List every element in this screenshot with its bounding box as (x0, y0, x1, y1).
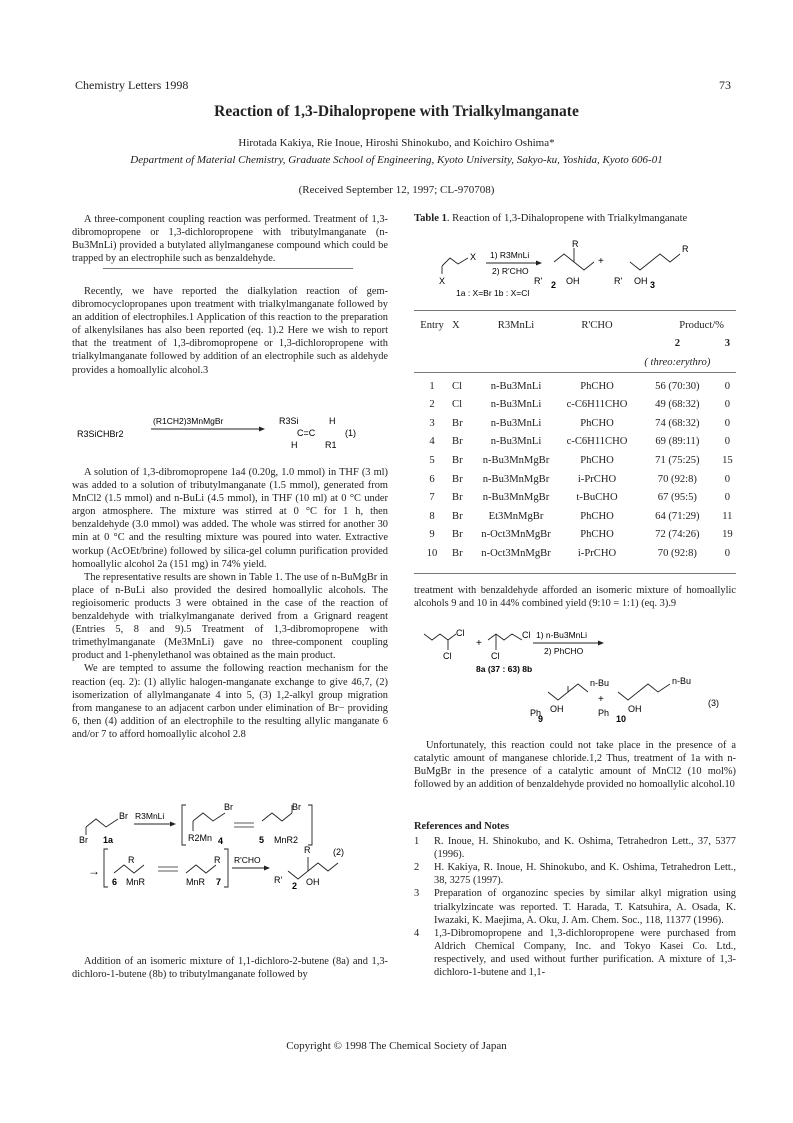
scheme-plus: + (598, 256, 604, 267)
eq3-reagent-1: 1) n-Bu3MnLi (536, 630, 588, 640)
eq2-r3: R (304, 845, 311, 855)
eq3-cl-1: Cl (456, 628, 465, 638)
article-title: Reaction of 1,3-Dihalopropene with Trialkylmanganate (214, 103, 579, 120)
scheme-r: R (572, 239, 579, 249)
references-heading: References and Notes (414, 821, 510, 832)
results-table (414, 316, 736, 563)
eq2-reagent: R3MnLi (135, 811, 165, 821)
eq2-br3: Br (224, 802, 233, 812)
paragraph-text: A solution of 1,3-dibromopropene 1a4 (0.20g, 1.0 mmol) in THF (3 ml) was added to a solution of tributylmanganate (1.5 mmol), generated from MnCl2 (1.5 mmol) and n-BuLi (4.5 mmol), in THF (10 ml) at 0 °C under argon atmosphere. The mixture was stirred at 0 °C for 1 h, then benzaldehyde (3.0 mmol) was added. The whole was stirred for another 30 min at 0 °C and the resulting mixture was poured into water. Extractive workup (AcOEt/brine) followed by silica-gel column purification provided homoallylic alcohol 2a (151 mg) in 74% yield. (72, 467, 388, 570)
header-x: X (452, 319, 460, 331)
left-paragraphs-2-4 (72, 466, 388, 741)
authors: Hirotada Kakiya, Rie Inoue, Hiroshi Shinokubo, and Koichiro Oshima* (238, 137, 555, 149)
aldehyde-cell: PhCHO (580, 510, 614, 522)
eq2-arrow-start: → (88, 864, 100, 878)
table-caption-text: . Reaction of 1,3-Dihalopropene with Trialkylmanganate (446, 213, 688, 224)
product-3-cell: 0 (724, 417, 731, 429)
product-2-cell: 74 (68:32) (655, 417, 700, 429)
paragraph-text: Recently, we have reported the dialkylation reaction of gem-dibromocyclopropanes upon treatment with trialkylmanganate followed by an addition of electrophiles.1 Application of this reaction to the preparation of alkenylsilanes has also been reported (eq. 1).2 Here we wish to report that the treatment of 1,3-dibromopropene or 1,3-dichloropropene with trialkylmanganate followed by addition of an electrophile such as aldehyde provides a homoallylic alcohol.3 (72, 286, 388, 376)
reference-item (414, 835, 736, 861)
scheme-label: 1a : X=Br 1b : X=Cl (456, 288, 530, 298)
eq3-nbu-2: n-Bu (672, 676, 692, 686)
eq1-h-bottom: H (291, 440, 298, 450)
table-scheme (420, 236, 740, 298)
product-3-cell: 0 (724, 380, 731, 392)
product-3-cell: 0 (724, 473, 731, 485)
header-r3mnli: R3MnLi (497, 319, 535, 331)
eq2-label-5: 5 (259, 835, 265, 845)
eq3-label-10: 10 (616, 714, 627, 724)
product-3-cell: 0 (724, 492, 731, 504)
eq3-ph-1: Ph (530, 708, 542, 718)
eq1-arrowhead (259, 427, 265, 432)
table-row (414, 488, 736, 507)
scheme-rprime: R' (534, 276, 543, 286)
scheme-x: X (470, 252, 477, 262)
x-cell: Br (452, 547, 463, 559)
aldehyde-cell: c-C6H11CHO (566, 436, 628, 448)
x-cell: Br (452, 436, 463, 448)
table-caption (414, 213, 734, 224)
eq2-rcho: R'CHO (234, 855, 261, 865)
reagent-cell: n-Bu3MnMgBr (482, 454, 550, 466)
reagent-cell: n-Bu3MnMgBr (482, 492, 550, 504)
affiliation: Department of Material Chemistry, Graduate School of Engineering, Kyoto University, Sakyo-ku, Yoshida, Kyoto 606-01 (130, 154, 663, 166)
eq1-reagent: (R1CH2)3MnMgBr (153, 416, 224, 426)
product-2-cell: 67 (95:5) (657, 492, 697, 504)
x-cell: Br (452, 473, 463, 485)
table-row (414, 526, 736, 545)
entry-cell: 1 (429, 380, 435, 392)
aldehyde-cell: PhCHO (580, 380, 614, 392)
product-3-cell: 0 (724, 399, 731, 411)
eq3-label-9: 9 (538, 714, 544, 724)
eq3-cl-4: Cl (522, 630, 531, 640)
entry-cell: 2 (429, 399, 435, 411)
table-bottom-rule (414, 573, 736, 574)
product-3-cell: 19 (722, 529, 733, 541)
eq1-alkene: C=C (297, 428, 316, 438)
scheme-oh2: OH (634, 276, 648, 286)
abstract (72, 213, 388, 265)
product-3-cell: 0 (724, 547, 731, 559)
entry-cell: 6 (429, 473, 435, 485)
product-2-cell: 71 (75:25) (655, 454, 700, 466)
product-2-cell: 70 (92:8) (657, 547, 697, 559)
paragraph-text: Addition of an isomeric mixture of 1,1-dichloro-2-butene (8a) and 1,3-dichloro-1-butene (8b) to tributylmanganate followed by (72, 956, 388, 981)
scheme-2: 2 (551, 280, 557, 290)
eq3-plus-2: + (598, 694, 604, 705)
eq3-plus: + (476, 638, 482, 649)
table-row (414, 507, 736, 526)
subheader-2: 2 (674, 338, 681, 350)
eq2-r2: R (214, 855, 221, 865)
aldehyde-cell: i-PrCHO (577, 473, 617, 485)
product-3-cell: 15 (722, 454, 733, 466)
table-subheader-ratio (414, 353, 736, 372)
journal-header: Chemistry Letters 1998 (75, 78, 189, 92)
product-2-cell: 69 (89:11) (655, 436, 700, 448)
entry-cell: 8 (429, 510, 435, 522)
product-3-cell: 0 (724, 436, 731, 448)
eq2-r2mn: R2Mn (188, 833, 213, 843)
table-row (414, 414, 736, 433)
eq2-br2: Br (79, 835, 88, 845)
x-cell: Br (452, 510, 463, 522)
table-header-row (414, 316, 736, 335)
reagent-cell: n-Bu3MnLi (490, 380, 542, 392)
header-rcho: R'CHO (581, 319, 613, 331)
table-row (414, 470, 736, 489)
aldehyde-cell: c-C6H11CHO (566, 399, 628, 411)
paragraph-text: We are tempted to assume the following reaction mechanism for the reaction (eq. 2): (1) allylic halogen-manganate exchange to give 46,7, (2) isomerization of allylmanganate 4 into 5, (3) 1,2-alkyl group migration from manganese to an adjacent carbon under elimination of Br− providing 6, then (4) addition of an electrophile to the resulting allylic manganate 6 and/or 7 to afford homoallylic alcohol 2.8 (72, 663, 388, 740)
eq1-r1: R1 (325, 440, 337, 450)
eq2-mnr2: MnR2 (274, 835, 299, 845)
paragraph-text: The representative results are shown in Table 1. The use of n-BuMgBr in place of n-BuLi also provided the desired homoallylic alcohols. The regioisomeric products 3 were obtained in the case of the reaction of benzaldehyde with trialkylmanganate derived from a Grignard reagent (Entries 5, 8 and 9).5 Treatment of 1,3-dibromopropene with trimethylmanganate (Me3MnLi) gave no three-component coupling product and 1-phenylethanol was obtained as the main product. (72, 571, 388, 662)
left-paragraph-5 (72, 955, 388, 981)
reference-item (414, 887, 736, 926)
aldehyde-cell: PhCHO (580, 454, 614, 466)
table-row (414, 433, 736, 452)
reagent-cell: n-Bu3MnLi (490, 436, 542, 448)
aldehyde-cell: PhCHO (580, 417, 614, 429)
product-2-cell: 72 (74:26) (655, 529, 700, 541)
reference-item (414, 861, 736, 887)
table-row (414, 451, 736, 470)
eq3-cl-2: Cl (443, 651, 452, 661)
table-row (414, 395, 736, 414)
x-cell: Br (452, 492, 463, 504)
reagent-cell: Et3MnMgBr (488, 510, 544, 522)
table-rows (414, 377, 736, 563)
reference-number: 3 (414, 888, 420, 900)
eq2-label-2: 2 (292, 881, 298, 891)
eq2-label-4: 4 (218, 836, 224, 846)
eq3-number: (3) (708, 698, 719, 708)
aldehyde-cell: PhCHO (580, 529, 614, 541)
subheader-3: 3 (724, 338, 731, 350)
scheme-rprime2: R' (614, 276, 623, 286)
eq3-oh-2: OH (628, 704, 642, 714)
header-entry: Entry (420, 319, 444, 331)
aldehyde-cell: i-PrCHO (577, 547, 617, 559)
scheme-x2: X (439, 276, 446, 286)
equation-3-scheme (418, 626, 738, 726)
equation-2-scheme (78, 797, 388, 892)
eq2-label-6: 6 (112, 877, 118, 887)
eq2-br: Br (119, 811, 128, 821)
eq1-reactant: R3SiCHBr2 (77, 429, 124, 439)
entry-cell: 10 (426, 547, 438, 559)
product-2-cell: 70 (92:8) (657, 473, 697, 485)
left-paragraph-1 (72, 285, 388, 377)
right-paragraph-1 (414, 584, 736, 610)
equation-1-scheme (75, 412, 395, 454)
eq2-oh: OH (306, 877, 320, 887)
x-cell: Cl (452, 399, 463, 411)
eq3-oh-1: OH (550, 704, 564, 714)
reference-number: 1 (414, 836, 420, 848)
scheme-r2: R (682, 244, 689, 254)
right-paragraph-2 (414, 739, 736, 791)
product-2-cell: 64 (71:29) (655, 510, 700, 522)
table-caption-label: Table 1 (414, 213, 447, 224)
table-top-rule (414, 310, 736, 311)
eq3-nbu-1: n-Bu (590, 678, 610, 688)
reference-number: 4 (414, 927, 420, 939)
entry-cell: 3 (429, 417, 435, 429)
reagent-cell: n-Bu3MnLi (490, 399, 542, 411)
eq2-number: (2) (333, 847, 344, 857)
eq2-r: R (128, 855, 135, 865)
copyright-footer: Copyright © 1998 The Chemical Society of Japan (286, 1040, 507, 1052)
paragraph-text: treatment with benzaldehyde afforded an isomeric mixture of homoallylic alcohols 9 and 10 in 44% combined yield (9:10 = 1:1) (eq. 3).9 (414, 585, 736, 610)
abstract-text: A three-component coupling reaction was performed. Treatment of 1,3-dibromopropene or 1,3-dichloropropene with tributylmanganate (n-Bu3MnLi) provided a butylated allylmanganese compound which could be trapped by an electrophile such as benzaldehyde. (72, 214, 388, 265)
reference-text: H. Kakiya, R. Inoue, H. Shinokubo, and K. Oshima, Tetrahedron Lett., 38, 3275 (1997). (434, 862, 736, 887)
entry-cell: 9 (429, 529, 435, 541)
eq2-mnr-2: MnR (186, 877, 206, 887)
scheme-3: 3 (650, 280, 656, 290)
reagent-cell: n-Bu3MnLi (490, 417, 542, 429)
product-2-cell: 49 (68:32) (655, 399, 700, 411)
aldehyde-cell: t-BuCHO (576, 492, 618, 504)
reagent-cell: n-Oct3MnMgBr (481, 529, 551, 541)
entry-cell: 4 (429, 436, 435, 448)
reference-text: R. Inoue, H. Shinokubo, and K. Oshima, Tetrahedron Lett., 37, 5377 (1996). (434, 836, 736, 861)
abstract-divider (103, 268, 353, 269)
header-product: Product/% (679, 319, 724, 331)
eq1-number: (1) (345, 428, 356, 438)
eq2-label-7: 7 (216, 877, 222, 887)
eq2-mnr: MnR (126, 877, 146, 887)
eq3-ph-2: Ph (598, 708, 610, 718)
eq2-br4: Br (292, 802, 301, 812)
eq1-silyl: R3Si (279, 416, 299, 426)
scheme-reagent-2: 2) R'CHO (492, 266, 529, 276)
reference-text: Preparation of organozinc species by similar alkyl migration using trialkylzincate was reported. T. Harada, T. Katsuhira, A. Osada, K. Iwazaki, K. Maejima, A. Oku, J. Am. Chem. Soc., 118, 11377 (1996). (434, 888, 736, 926)
reference-text: 1,3-Dibromopropene and 1,3-dichloropropene were purchased from Aldrich Chemical Company, Inc. and Tokyo Kasei Co. Ltd., respectively, and used without further purification. A mixture of 1,3-dichloro-1-butene and 1,1- (434, 927, 736, 979)
product-2-cell: 56 (70:30) (655, 380, 700, 392)
eq3-label: 8a (37 : 63) 8b (476, 664, 533, 674)
table-body (414, 316, 736, 563)
scheme-oh: OH (566, 276, 580, 286)
paragraph-text: Unfortunately, this reaction could not take place in the presence of a catalytic amount of manganese chloride.1,2 Thus, treatment of 1a with n-BuMgBr in the presence of a catalytic amount of MnCl2 (10 mol%) followed by an addition of benzaldehyde provided no homoallylic alcohol.10 (414, 740, 736, 791)
reference-item (414, 927, 736, 979)
reagent-cell: n-Oct3MnMgBr (481, 547, 551, 559)
table-row (414, 544, 736, 563)
product-3-cell: 11 (722, 510, 733, 522)
x-cell: Br (452, 417, 463, 429)
table-row (414, 377, 736, 396)
reference-list (414, 835, 736, 979)
entry-cell: 5 (429, 454, 435, 466)
page-number: 73 (719, 78, 731, 92)
reference-number: 2 (414, 862, 420, 874)
x-cell: Cl (452, 380, 463, 392)
entry-cell: 7 (429, 492, 435, 504)
eq2-rprime: R' (274, 875, 283, 885)
eq3-reagent-2: 2) PhCHO (544, 646, 584, 656)
eq3-cl-3: Cl (491, 651, 500, 661)
x-cell: Br (452, 529, 463, 541)
table-subheader-row (414, 335, 736, 354)
reagent-cell: n-Bu3MnMgBr (482, 473, 550, 485)
references (414, 820, 736, 979)
eq1-h-top: H (329, 416, 336, 426)
scheme-reagent-1: 1) R3MnLi (490, 250, 530, 260)
eq2-label-1a: 1a (103, 835, 114, 845)
received-date: (Received September 12, 1997; CL-970708) (298, 184, 495, 196)
x-cell: Br (452, 454, 463, 466)
subheader-ratio: ( threo:erythro) (644, 356, 711, 368)
